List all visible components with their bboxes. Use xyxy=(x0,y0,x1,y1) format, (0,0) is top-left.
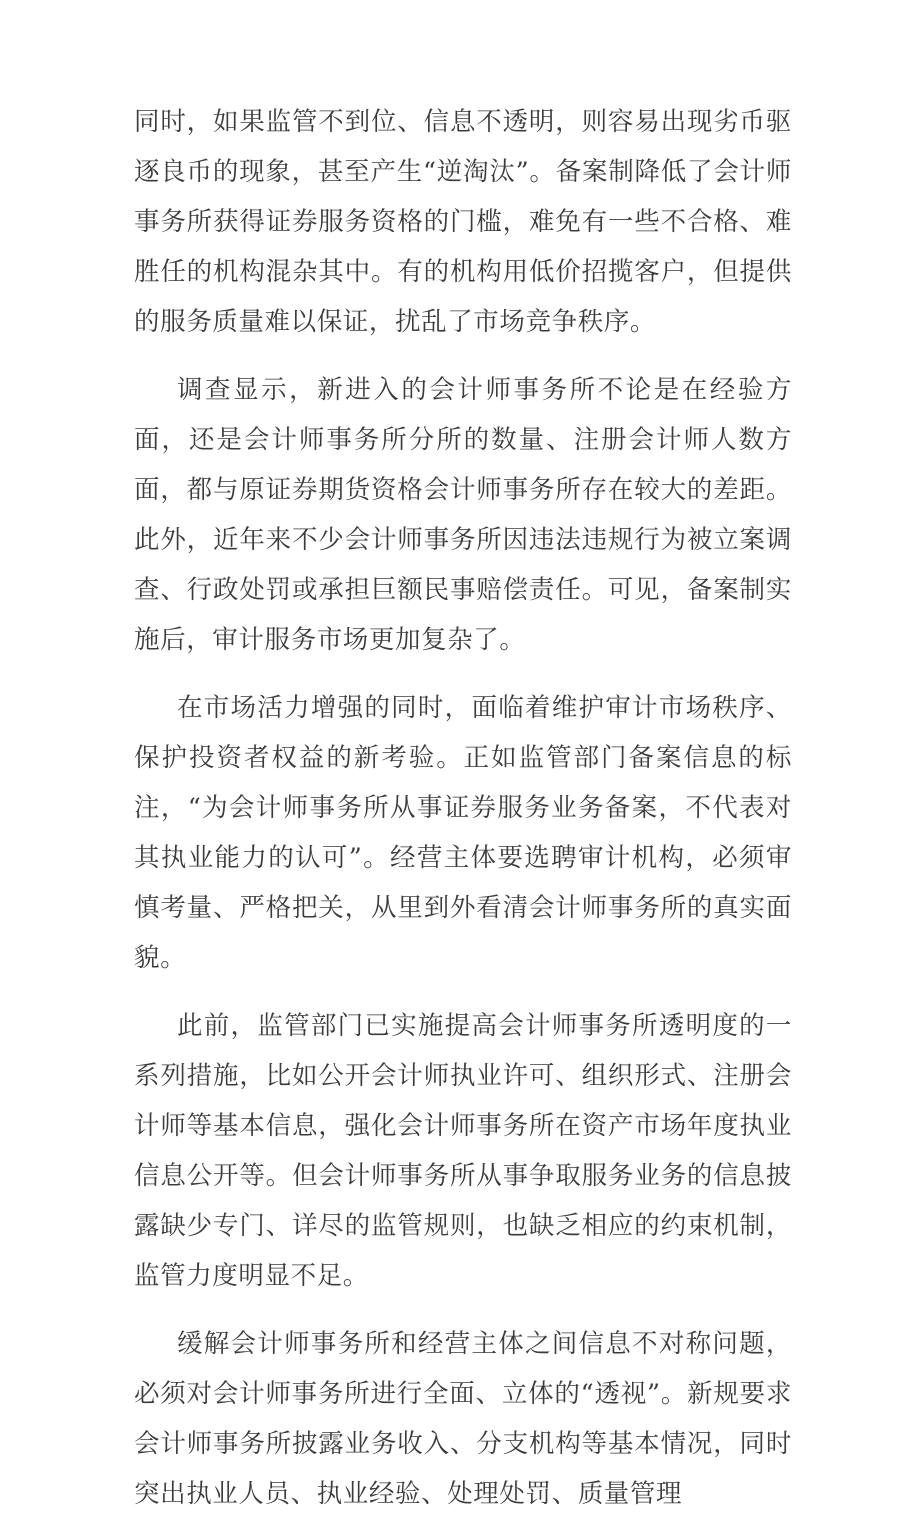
paragraph-5: 缓解会计师事务所和经营主体之间信息不对称问题，必须对会计师事务所进行全面、立体的“透视”。新规要求会计师事务所披露业务收入、分支机构等基本情况，同时突出执业人员、执业经验、处理处罚、质量管理 xyxy=(134,1329,792,1509)
document-text-column xyxy=(134,97,792,1519)
paragraph-1: 同时，如果监管不到位、信息不透明，则容易出现劣币驱逐良币的现象，甚至产生“逆淘汰”。备案制降低了会计师事务所获得证券服务资格的门槛，难免有一些不合格、难胜任的机构混杂其中。有的机构用低价招揽客户，但提供的服务质量难以保证，扰乱了市场竞争秩序。 xyxy=(134,107,792,337)
paragraph-3: 在市场活力增强的同时，面临着维护审计市场秩序、保护投资者权益的新考验。正如监管部门备案信息的标注，“为会计师事务所从事证券服务业务备案，不代表对其执业能力的认可”。经营主体要选聘审计机构，必须审慎考量、严格把关，从里到外看清会计师事务所的真实面貌。 xyxy=(134,693,792,973)
paragraph-2: 调查显示，新进入的会计师事务所不论是在经验方面，还是会计师事务所分所的数量、注册会计师人数方面，都与原证券期货资格会计师事务所存在较大的差距。此外，近年来不少会计师事务所因违法违规行为被立案调查、行政处罚或承担巨额民事赔偿责任。可见，备案制实施后，审计服务市场更加复杂了。 xyxy=(134,375,792,655)
paragraph-4: 此前，监管部门已实施提高会计师事务所透明度的一系列措施，比如公开会计师执业许可、组织形式、注册会计师等基本信息，强化会计师事务所在资产市场年度执业信息公开等。但会计师事务所从事争取服务业务的信息披露缺少专门、详尽的监管规则，也缺乏相应的约束机制，监管力度明显不足。 xyxy=(134,1011,792,1291)
